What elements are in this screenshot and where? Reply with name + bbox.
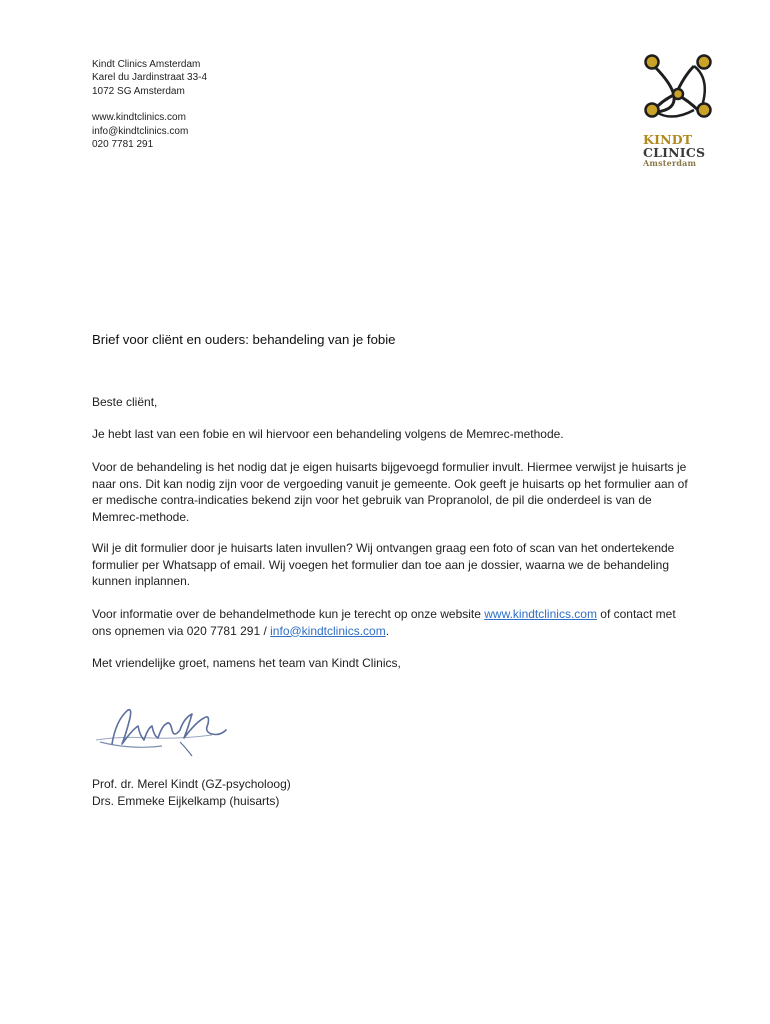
letter-title: Brief voor cliënt en ouders: behandeling van je fobie xyxy=(92,332,396,347)
greeting: Beste cliënt, xyxy=(92,395,158,409)
sender-postal: 1072 SG Amsterdam xyxy=(92,85,185,97)
handwritten-signature xyxy=(92,700,242,760)
website-link[interactable]: www.kindtclinics.com xyxy=(484,607,597,621)
sender-website: www.kindtclinics.com xyxy=(92,112,186,124)
paragraph-4-intro: Voor informatie over de behandelmethode kun je terecht op onze website xyxy=(92,607,485,621)
closing: Met vriendelijke groet, namens het team van Kindt Clinics, xyxy=(92,656,401,670)
paragraph-1: Je hebt last van een fobie en wil hiervoor een behandeling volgens de Memrec-methode. xyxy=(92,427,564,441)
paragraph-4-end: . xyxy=(385,623,390,638)
logo-wordmark xyxy=(643,134,705,168)
logo-line-3: Amsterdam xyxy=(643,158,697,168)
signers xyxy=(92,776,291,809)
paragraph-2: Voor de behandeling is het nodig dat je eigen huisarts bijgevoegd formulier invult. Hiermee verwijst je huisarts je naar ons. Dit kan nodig zijn voor de vergoeding vanuit je gemeente. Ook geeft je huisarts op het formulier aan of er medische contra-indicaties bekend zijn voor het gebruik van Propranolol, de pil die onderdeel is van de Memrec-methode. xyxy=(92,460,688,524)
signer-1: Prof. dr. Merel Kindt (GZ-psycholoog) xyxy=(92,777,291,791)
signer-2: Drs. Emmeke Eijkelkamp (huisarts) xyxy=(92,793,280,808)
logo-line-2: CLINICS xyxy=(643,145,706,160)
paragraph-3: Wil je dit formulier door je huisarts laten invullen? Wij ontvangen graag een foto of scan van het ondertekende formulier per Whatsapp of email. Wij voegen het formulier dan toe aan je dossier, waarna we de behandeling kunnen inplannen. xyxy=(92,541,675,589)
sender-phone: 020 7781 291 xyxy=(92,139,154,151)
logo-line-1: KINDT xyxy=(643,132,693,147)
sender-address xyxy=(92,58,207,151)
sender-street: Karel du Jardinstraat 33-4 xyxy=(92,72,208,84)
paragraph-4-middle: of contact met ons opnemen via 020 7781 291 / xyxy=(92,607,676,638)
sender-email: info@kindtclinics.com xyxy=(92,125,189,137)
sender-name: Kindt Clinics Amsterdam xyxy=(92,59,201,70)
paragraph-4 xyxy=(92,606,692,639)
email-link[interactable]: info@kindtclinics.com xyxy=(270,623,386,638)
